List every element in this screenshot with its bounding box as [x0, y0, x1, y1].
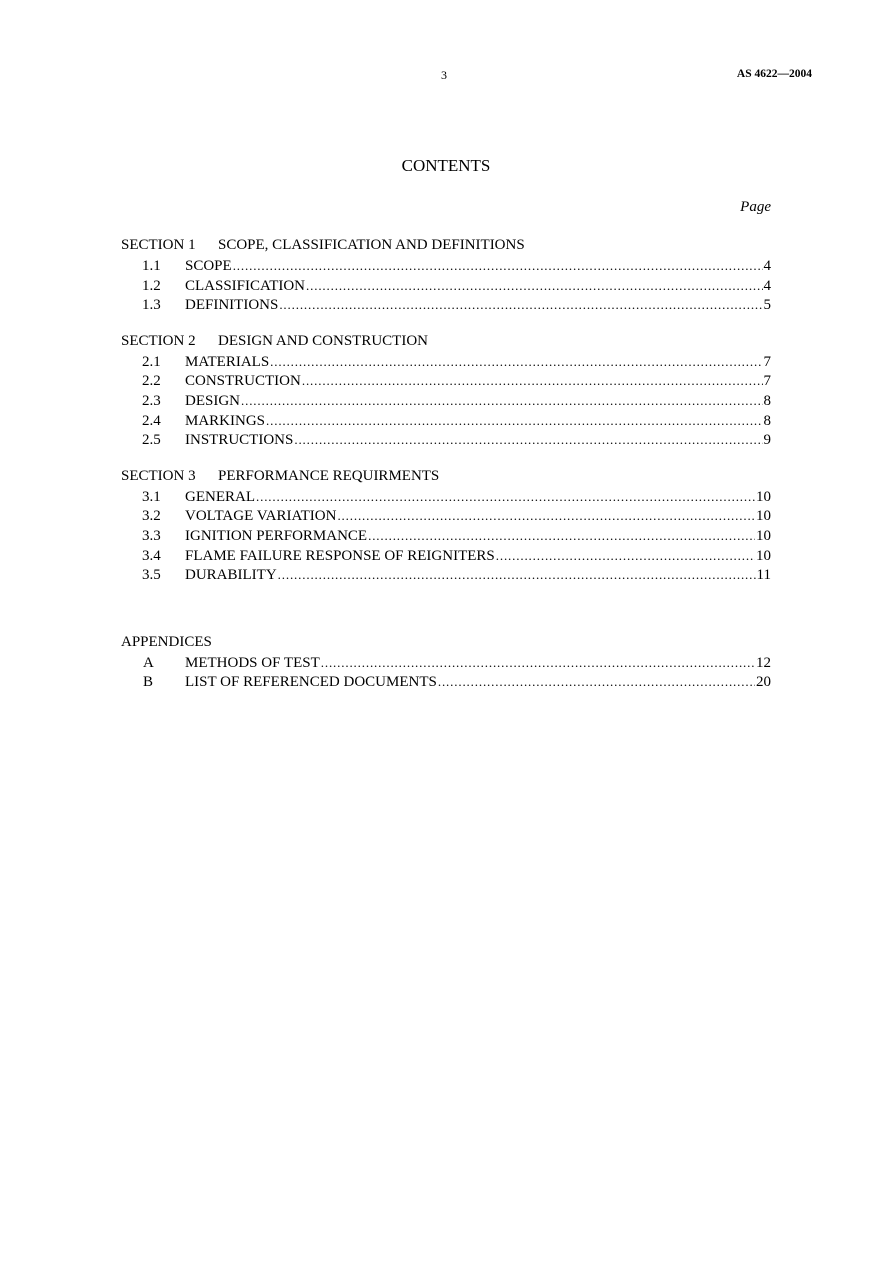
toc-entry[interactable] [121, 295, 771, 315]
contents-title: CONTENTS [401, 156, 491, 175]
dot-leader [278, 565, 756, 584]
toc-entry[interactable] [121, 565, 771, 585]
section-number: SECTION 3 [121, 467, 196, 484]
entry-page: 8 [763, 392, 771, 409]
entry-title: CONSTRUCTION [185, 373, 301, 390]
toc-entry[interactable] [121, 526, 771, 546]
entry-number: 3.2 [142, 508, 161, 525]
section-heading [121, 467, 771, 487]
appendices-heading: APPENDICES [121, 633, 212, 650]
section-spacer [121, 315, 771, 332]
entry-page: 7 [763, 353, 771, 370]
toc-entry[interactable] [121, 352, 771, 372]
toc-entry[interactable] [121, 672, 771, 692]
toc-entry[interactable] [121, 546, 771, 566]
dot-leader [368, 526, 755, 545]
entry-number: 2.2 [142, 373, 161, 390]
entry-title: DESIGN [185, 392, 240, 409]
dot-leader [233, 256, 763, 275]
entry-title: SCOPE [185, 258, 232, 274]
toc-entry[interactable] [121, 411, 771, 431]
entry-number: B [143, 674, 154, 691]
toc-entry[interactable] [121, 391, 771, 411]
entry-page: 10 [756, 508, 771, 525]
entry-number: 1.1 [142, 258, 161, 274]
entry-title: CLASSIFICATION [185, 277, 306, 294]
entry-page: 11 [756, 567, 771, 584]
entry-number: 3.3 [142, 527, 161, 544]
table-of-contents [121, 236, 771, 692]
section-number: SECTION 2 [121, 332, 196, 349]
entry-number: 1.3 [142, 297, 161, 314]
entry-number: A [143, 654, 154, 671]
dot-leader [306, 276, 762, 295]
entry-page: 10 [756, 488, 771, 505]
dot-leader [337, 506, 755, 525]
entry-title: MATERIALS [185, 353, 270, 370]
entry-page: 9 [763, 432, 771, 449]
section-spacer [121, 450, 771, 467]
entry-page: 12 [756, 654, 771, 671]
standard-number: AS 4622—2004 [736, 68, 812, 80]
entry-number: 3.1 [142, 488, 161, 505]
entry-page: 8 [763, 412, 771, 429]
page-column-label: Page [740, 199, 771, 215]
dot-leader [438, 672, 755, 691]
entry-page: 20 [756, 674, 771, 691]
section-spacer [121, 585, 771, 633]
entry-number: 2.5 [142, 432, 161, 449]
dot-leader [266, 411, 762, 430]
entry-title: DURABILITY [185, 567, 277, 584]
entry-number: 2.1 [142, 353, 161, 370]
dot-leader [496, 546, 755, 565]
entry-title: DEFINITIONS [185, 297, 279, 314]
toc-entry[interactable] [121, 256, 771, 276]
entry-number: 2.3 [142, 392, 161, 409]
entry-title: MARKINGS [185, 412, 266, 429]
section-heading [121, 236, 771, 256]
entry-number: 1.2 [142, 277, 161, 294]
entry-title: LIST OF REFERENCED DOCUMENTS [185, 674, 437, 691]
entry-number: 3.5 [142, 567, 161, 584]
entry-title: GENERAL [185, 488, 255, 505]
entry-page: 7 [763, 373, 771, 390]
dot-leader [321, 653, 755, 672]
section-heading [121, 332, 771, 352]
section-title: SCOPE, CLASSIFICATION AND DEFINITIONS [218, 237, 525, 253]
dot-leader [270, 352, 762, 371]
entry-title: INSTRUCTIONS [185, 432, 294, 449]
entry-number: 3.4 [142, 547, 161, 564]
toc-entry[interactable] [121, 487, 771, 507]
toc-entry[interactable] [121, 653, 771, 673]
dot-leader [302, 371, 763, 390]
page-number: 3 [441, 68, 447, 82]
entry-page: 10 [756, 527, 771, 544]
dot-leader [279, 295, 762, 314]
entry-page: 4 [763, 258, 771, 274]
dot-leader [256, 487, 755, 506]
entry-page: 10 [756, 547, 771, 564]
section-title: DESIGN AND CONSTRUCTION [218, 332, 429, 349]
toc-entry[interactable] [121, 276, 771, 296]
entry-title: VOLTAGE VARIATION [185, 508, 337, 525]
dot-leader [241, 391, 763, 410]
entry-title: FLAME FAILURE RESPONSE OF REIGNITERS [185, 547, 495, 564]
entry-number: 2.4 [142, 412, 161, 429]
entry-title: IGNITION PERFORMANCE [185, 527, 368, 544]
toc-entry[interactable] [121, 506, 771, 526]
entry-title: METHODS OF TEST [185, 654, 320, 671]
entry-page: 4 [763, 277, 771, 294]
section-number: SECTION 1 [121, 237, 196, 253]
toc-entry[interactable] [121, 371, 771, 391]
toc-entry[interactable] [121, 430, 771, 450]
entry-page: 5 [763, 297, 771, 314]
dot-leader [294, 430, 762, 449]
section-title: PERFORMANCE REQUIRMENTS [218, 467, 440, 484]
